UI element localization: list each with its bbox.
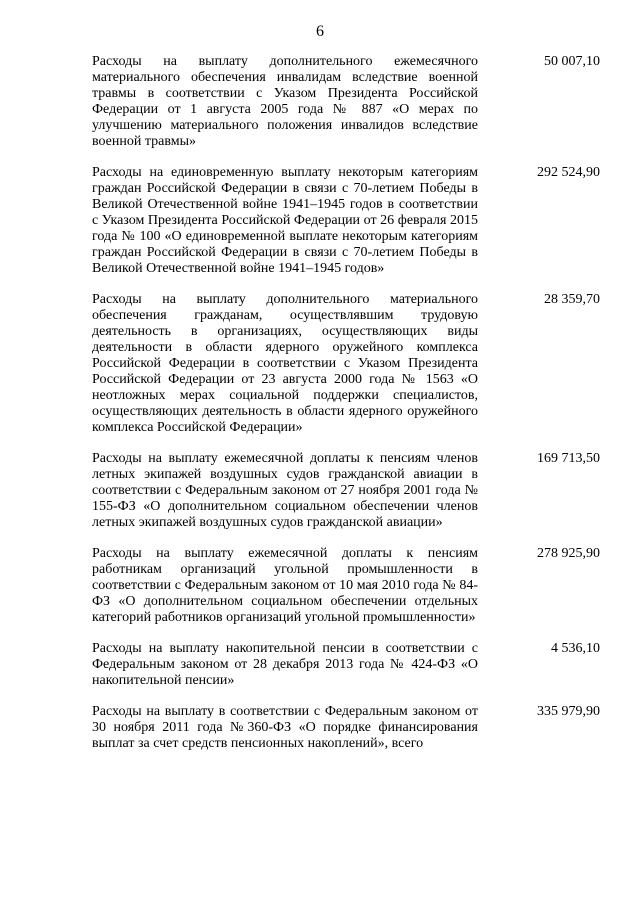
expense-description: Расходы на выплату дополнительного материального обеспечения гражданам, осуществлявшим трудовую деятельность в организациях, осуществляющих виды деятельности в области ядерного оружейного комплекса Российской Федерации в соответствии с Указом Президента Российской Федерации от 23 августа 2000 года № 1563 «О неотложных мерах социальной поддержки специалистов, осуществляющих деятельность в области ядерного оружейного комплекса Российской Федерации» (92, 292, 478, 435)
expense-amount: 335 979,90 (537, 704, 600, 719)
expense-amount: 278 925,90 (537, 546, 600, 561)
table-row (92, 546, 600, 626)
expense-amount: 28 359,70 (544, 292, 600, 307)
expense-description: Расходы на выплату дополнительного ежемесячного материального обеспечения инвалидам вследствие военной травмы в соответствии с Указом Президента Российской Федерации от 1 августа 2005 года № 887 «О мерах по улучшению материального положения инвалидов вследствие военной травмы» (92, 54, 478, 149)
expense-amount: 292 524,90 (537, 165, 600, 180)
expense-description: Расходы на выплату накопительной пенсии в соответствии с Федеральным законом от 28 декабря 2013 года № 424-ФЗ «О накопительной пенсии» (92, 641, 478, 688)
expense-amount: 4 536,10 (551, 641, 600, 656)
table-row (92, 641, 600, 689)
expense-description: Расходы на выплату ежемесячной доплаты к пенсиям работникам организаций угольной промышленности в соответствии с Федеральным законом от 10 мая 2010 года № 84-ФЗ «О дополнительном социальном обеспечении отдельных категорий работников организаций угольной промышленности» (92, 546, 478, 625)
table-row (92, 292, 600, 436)
expense-description: Расходы на выплату ежемесячной доплаты к пенсиям членов летных экипажей воздушных судов гражданской авиации в соответствии с Федеральным законом от 27 ноября 2001 года № 155-ФЗ «О дополнительном социальном обеспечении членов летных экипажей воздушных судов гражданской авиации» (92, 451, 478, 530)
table-row (92, 704, 600, 752)
table-row (92, 451, 600, 531)
expense-amount: 50 007,10 (544, 54, 600, 69)
expense-amount: 169 713,50 (537, 451, 600, 466)
expense-description: Расходы на единовременную выплату некоторым категориям граждан Российской Федерации в связи с 70-летием Победы в Великой Отечественной войне 1941–1945 годов в соответствии с Указом Президента Российской Федерации от 26 февраля 2015 года № 100 «О единовременной выплате некоторым категориям граждан Российской Федерации в связи с 70-летием Победы в Великой Отечественной войне 1941–1945 годов» (92, 165, 478, 276)
page-number: 6 (316, 23, 324, 40)
table-row (92, 54, 600, 150)
expense-description: Расходы на выплату в соответствии с Федеральным законом от 30 ноября 2011 года №360-ФЗ «О порядке финансирования выплат за счет средств пенсионных накоплений», всего (92, 704, 478, 751)
table-row (92, 165, 600, 277)
expense-table (92, 54, 600, 767)
